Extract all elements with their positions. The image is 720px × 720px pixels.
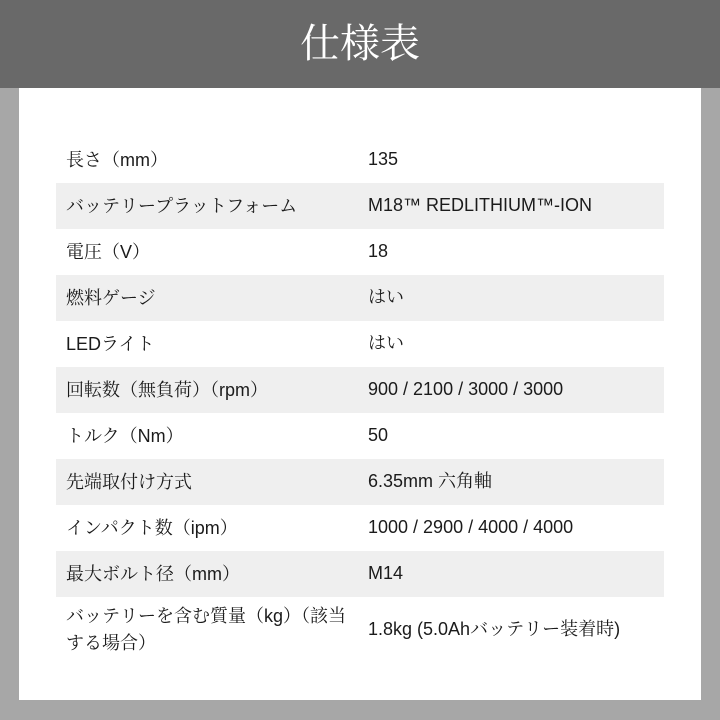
spec-label: LEDライト [66,333,155,354]
spec-value: M14 [368,563,404,584]
spec-value: 6.35mm 六角軸 [368,471,493,492]
spec-value: 135 [368,149,399,170]
table-row [56,183,664,229]
spec-label: 電圧（V） [66,241,151,262]
spec-label: 燃料ゲージ [66,287,156,308]
table-row [56,137,664,183]
page-title: 仕様表 [300,22,420,66]
table-row [56,505,664,551]
spec-label: 回転数（無負荷）（rpm） [66,379,268,400]
table-row [56,551,664,597]
spec-value: はい [368,287,404,308]
table-row [56,597,664,663]
spec-label: バッテリーを含む質量（kg）（該当する場合） [66,606,347,653]
table-row [56,275,664,321]
spec-value: 900 / 2100 / 3000 / 3000 [368,379,564,400]
spec-label: トルク（Nm） [66,425,184,446]
spec-value: 1.8kg (5.0Ahバッテリー装着時) [368,619,621,640]
spec-value: 50 [368,425,389,446]
spec-value: 18 [368,241,389,262]
table-row [56,229,664,275]
spec-label: 先端取付け方式 [66,471,192,492]
table-row [56,367,664,413]
spec-label: バッテリープラットフォーム [66,195,298,216]
table-row [56,413,664,459]
table-row [56,321,664,367]
spec-label: インパクト数（ipm） [66,517,238,538]
spec-value: はい [368,333,404,354]
table-row [56,459,664,505]
spec-label: 最大ボルト径（mm） [66,563,240,584]
spec-table [56,137,664,663]
spec-value: 1000 / 2900 / 4000 / 4000 [368,517,574,538]
spec-panel [19,88,701,700]
spec-label: 長さ（mm） [66,149,168,170]
spec-header-bar [0,0,720,88]
spec-value: M18™ REDLITHIUM™-ION [368,195,593,216]
